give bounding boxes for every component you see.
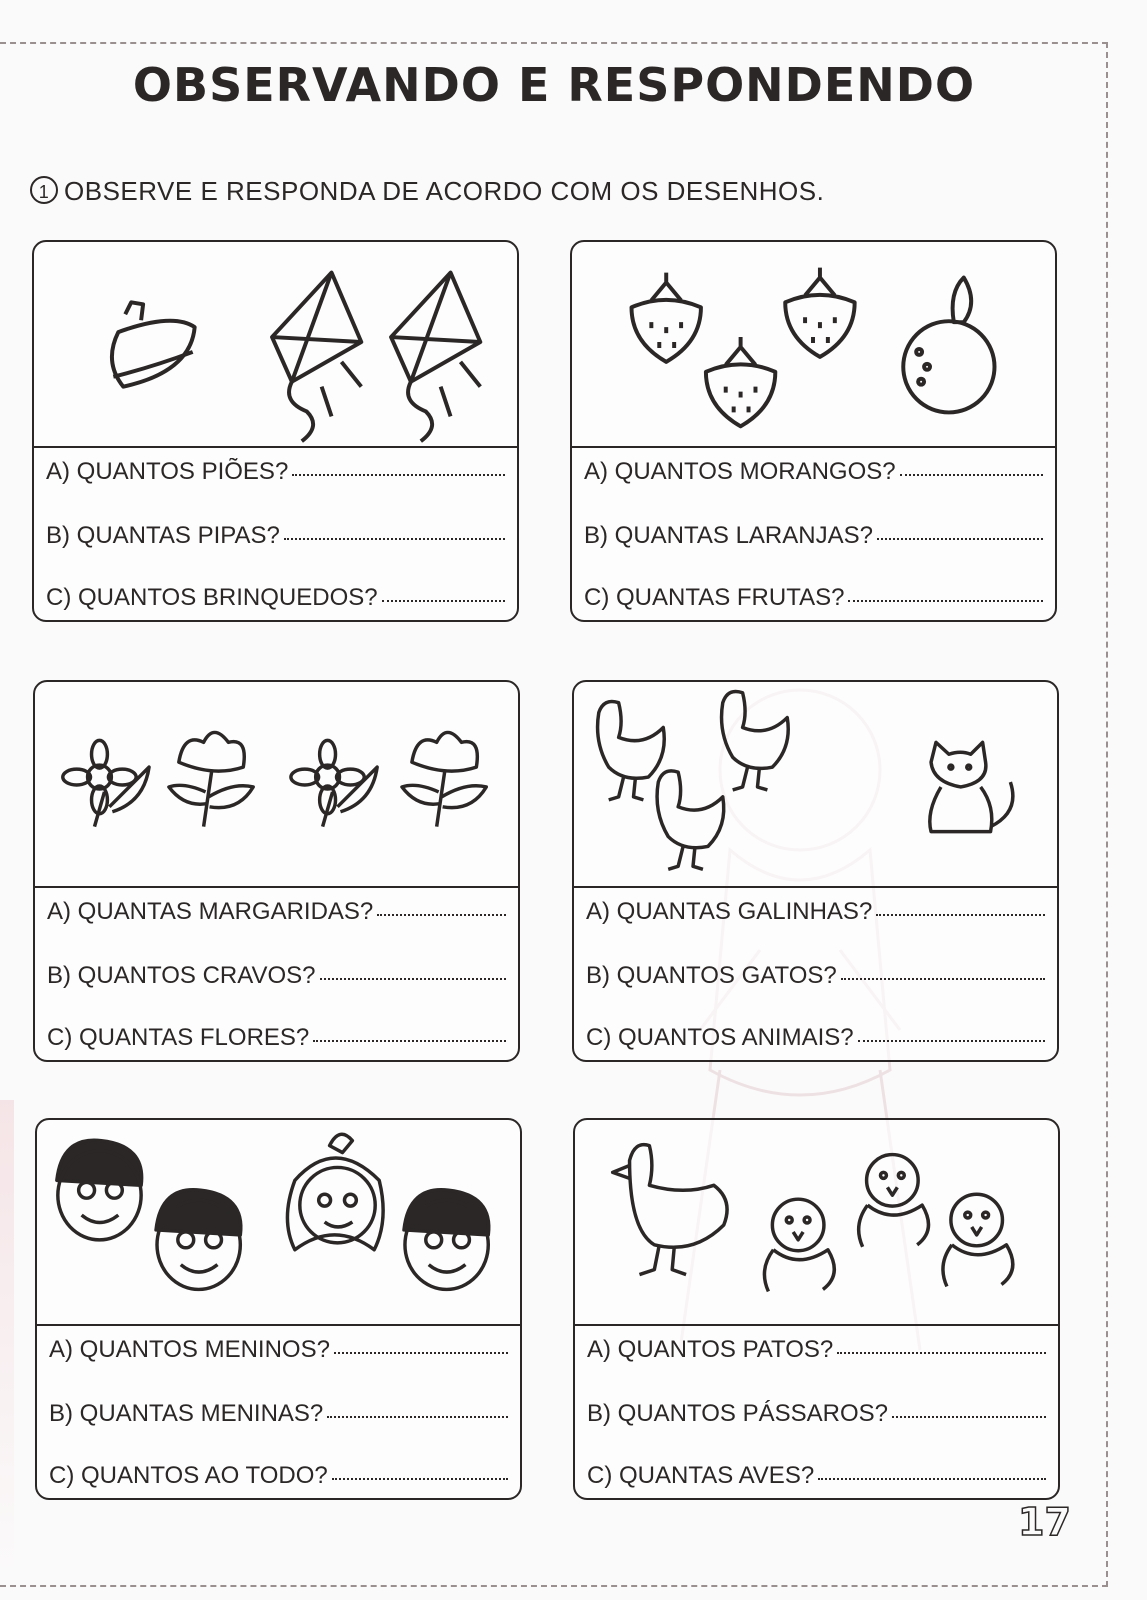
chick-icon [943,1194,1013,1286]
question-a: A) QUANTOS MORANGOS? [584,458,1043,486]
card-picture [572,242,1055,448]
question-a: A) QUANTOS PIÕES? [46,458,505,486]
answer-blank[interactable] [313,1040,506,1042]
answer-blank[interactable] [892,1416,1046,1418]
answer-blank[interactable] [876,914,1045,916]
page-title: OBSERVANDO E RESPONDENDO [132,58,976,112]
card-picture [35,682,518,888]
question-b: B) QUANTOS GATOS? [586,962,1045,990]
question-b: B) QUANTOS CRAVOS? [47,962,506,990]
girl-face-icon [287,1134,383,1249]
answer-blank[interactable] [327,1416,508,1418]
carnation-icon [402,732,486,826]
question-a: A) QUANTOS MENINOS? [49,1336,508,1364]
exercise-card-children [35,1118,522,1500]
question-c: C) QUANTAS AVES? [587,1462,1046,1490]
question-a: A) QUANTOS PATOS? [587,1336,1046,1364]
exercise-card-fruits [570,240,1057,622]
daisy-icon [63,740,149,826]
boy-face-icon [57,1140,142,1240]
question-c: C) QUANTOS BRINQUEDOS? [46,584,505,612]
instruction [30,176,824,207]
card-picture [34,242,517,448]
question-c: C) QUANTAS FLORES? [47,1024,506,1052]
answer-blank[interactable] [858,1040,1045,1042]
strawberry-icon [632,273,701,362]
daisy-icon [291,740,377,826]
question-b: B) QUANTAS LARANJAS? [584,522,1043,550]
answer-blank[interactable] [382,600,505,602]
instruction-text: OBSERVE E RESPONDA DE ACORDO COM OS DESENHOS. [64,176,825,206]
answer-blank[interactable] [377,914,506,916]
chick-icon [764,1199,834,1291]
hen-icon [598,701,665,799]
answer-blank[interactable] [284,538,505,540]
answer-blank[interactable] [877,538,1043,540]
boy-face-icon [404,1190,489,1290]
question-a: A) QUANTAS GALINHAS? [586,898,1045,926]
chick-icon [859,1155,929,1247]
hen-icon [722,692,789,790]
page-number: 17 [1018,1500,1071,1544]
hen-icon [657,771,724,869]
answer-blank[interactable] [292,474,505,476]
duck-icon [613,1145,727,1275]
answer-blank[interactable] [900,474,1043,476]
kite-icon [391,273,480,442]
answer-blank[interactable] [818,1478,1046,1480]
question-a: A) QUANTAS MARGARIDAS? [47,898,506,926]
card-picture [575,1120,1058,1326]
question-b: B) QUANTOS PÁSSAROS? [587,1400,1046,1428]
strawberry-icon [785,268,854,357]
answer-blank[interactable] [841,978,1045,980]
exercise-card-flowers [33,680,520,1062]
answer-blank[interactable] [334,1352,508,1354]
answer-blank[interactable] [332,1478,508,1480]
question-b: B) QUANTAS PIPAS? [46,522,505,550]
question-c: C) QUANTOS AO TODO? [49,1462,508,1490]
instruction-number: 1 [30,176,58,204]
answer-blank[interactable] [320,978,507,980]
question-b: B) QUANTAS MENINAS? [49,1400,508,1428]
kite-icon [272,273,361,442]
boy-face-icon [156,1190,241,1290]
card-picture [37,1120,520,1326]
question-c: C) QUANTAS FRUTAS? [584,584,1043,612]
exercise-card-toys [32,240,519,622]
cat-icon [930,742,1013,831]
exercise-card-animals [572,680,1059,1062]
strawberry-icon [706,337,775,426]
answer-blank[interactable] [848,600,1043,602]
question-c: C) QUANTOS ANIMAIS? [586,1024,1045,1052]
carnation-icon [169,732,253,826]
spinning-top-icon [112,302,195,386]
answer-blank[interactable] [837,1352,1046,1354]
orange-icon [903,278,994,413]
card-picture [574,682,1057,888]
exercise-card-birds [573,1118,1060,1500]
